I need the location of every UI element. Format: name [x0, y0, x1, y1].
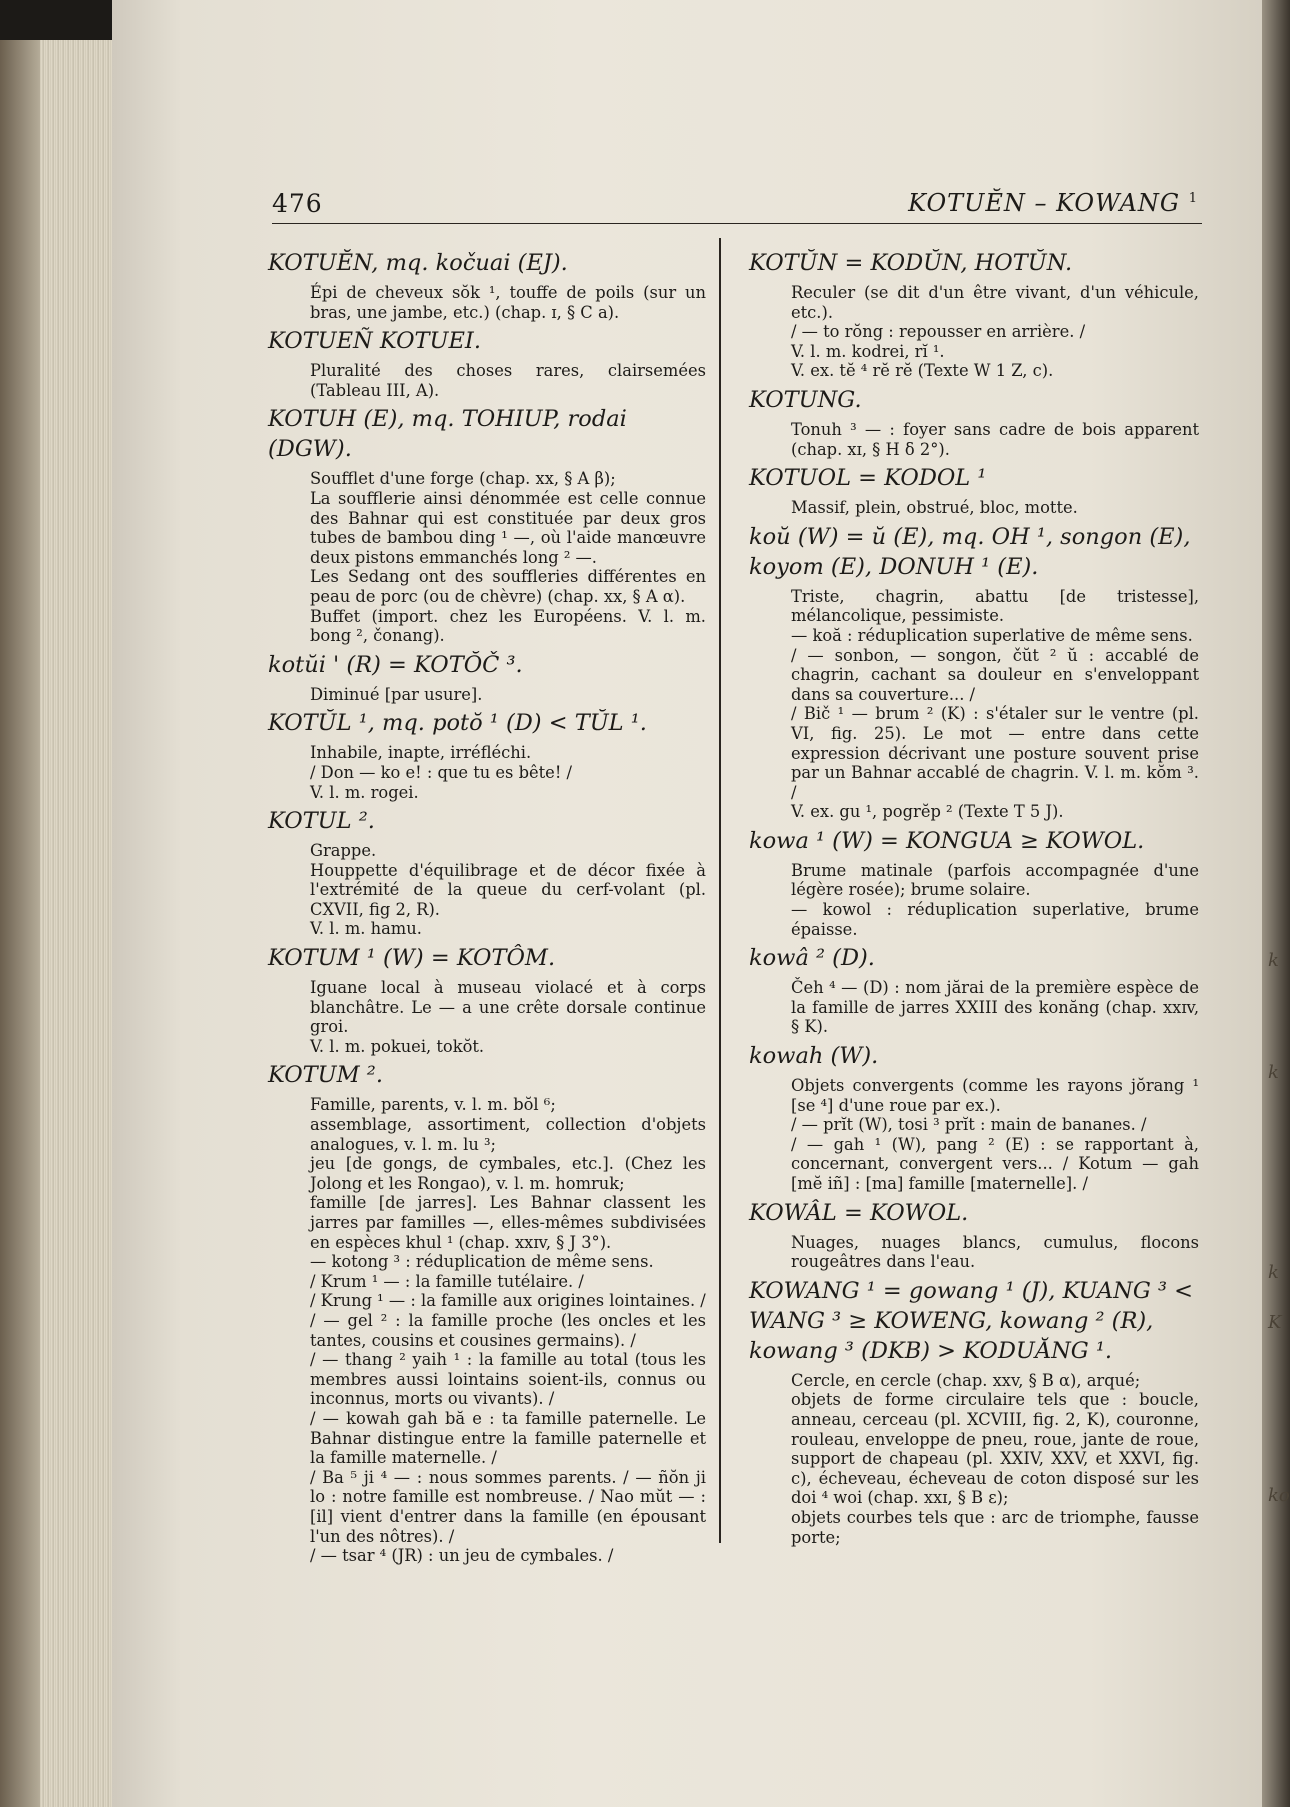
definition-line: / — thang ² yaih ¹ : la famille au total (tous les membres aussi lointains soient-ils, connus ou inconnus, morts ou vivants). /: [310, 1350, 706, 1409]
bleed-letter: k: [1268, 950, 1279, 971]
definition-line: V. ex. tĕ ⁴ rĕ rĕ (Texte W 1 Z, c).: [791, 361, 1054, 381]
entry-definition: [310, 283, 706, 322]
column-rule: [719, 238, 721, 1543]
entry-headword: KOTŬL ¹, mq. potŏ ¹ (D) < TŬL ¹.: [268, 710, 647, 737]
definition-line: Diminué [par usure].: [310, 684, 483, 704]
definition-line: / — prĭt (W), tosi ³ prĭt : main de bananes. /: [791, 1115, 1147, 1135]
bleed-letter: k: [1268, 1062, 1279, 1083]
entry-headword: kotŭi ' (R) = KOTŎČ ³.: [268, 651, 523, 678]
dictionary-entry: [749, 1198, 1199, 1272]
definition-line: V. l. m. hamu.: [310, 919, 422, 939]
entry-headword: KOWÂL = KOWOL.: [749, 1199, 969, 1226]
entry-definition: [310, 1095, 706, 1565]
definition-line: / Don — ko e! : que tu es bête! /: [310, 762, 573, 782]
definition-line: Grappe.: [310, 841, 377, 861]
entry-headword: KOTUNG.: [749, 386, 862, 413]
entry-headword: KOTŬN = KODŬN, HOTŬN.: [749, 250, 1073, 276]
definition-line: / — gah ¹ (W), pang ² (E) : se rapportant à, concernant, convergent vers... / Kotum — gah [mĕ iñ] : [ma] famille [maternelle]. /: [791, 1134, 1199, 1193]
entry-headword: kowa ¹ (W) = KONGUA ≥ KOWOL.: [749, 827, 1145, 854]
entry-headword: koŭ (W) = ŭ (E), mq. OH ¹, songon (E), koyom (E), DONUH ¹ (E).: [749, 523, 1191, 580]
dictionary-entry: [268, 404, 706, 645]
entry-definition: [791, 861, 1199, 939]
definition-line: / Bič ¹ — brum ² (K) : s'étaler sur le ventre (pl. VI, fig. 25). Le mot — entre dans cette expression décrivant une posture souvent prise par un Bahnar accablé de chagrin. V. l. m. kŏm ³. /: [791, 704, 1199, 802]
dictionary-entry: [268, 326, 706, 400]
dictionary-entry: [749, 522, 1199, 822]
running-head-text: KOTUĔN – KOWANG: [908, 189, 1181, 217]
book-gutter: [1262, 0, 1290, 1807]
entry-headword: KOTUOL = KODOL ¹: [749, 465, 987, 492]
definition-line: Triste, chagrin, abattu [de tristesse], mélancolique, pessimiste.: [791, 586, 1199, 626]
entry-headword: KOTUĔN, mq. kočuai (EJ).: [268, 250, 568, 276]
entry-definition: [791, 1076, 1199, 1194]
definition-line: V. l. m. kodrei, rĭ ¹.: [791, 341, 945, 361]
bleed-letter: k: [1268, 1262, 1279, 1283]
entry-definition: [791, 420, 1199, 459]
definition-line: Famille, parents, v. l. m. bŏl ⁶;: [310, 1095, 556, 1115]
page-edges-shadow: [0, 40, 40, 1807]
entry-headword: KOWANG ¹ = gowang ¹ (J), KUANG ³ < WANG ³ ≥ KOWENG, kowang ² (R), kowang ³ (DKB) > KODUĂNG ¹.: [749, 1277, 1193, 1364]
definition-line: Brume matinale (parfois accompagnée d'une légère rosée); brume solaire.: [791, 860, 1199, 900]
definition-line: Massif, plein, obstrué, bloc, motte.: [791, 498, 1078, 518]
dictionary-entry: [749, 826, 1199, 939]
definition-line: / Krum ¹ — : la famille tutélaire. /: [310, 1271, 584, 1291]
entry-definition: [791, 498, 1199, 518]
definition-line: Objets convergents (comme les rayons jŏrang ¹ [se ⁴] d'une roue par ex.).: [791, 1076, 1199, 1115]
definition-line: Reculer (se dit d'un être vivant, d'un véhicule, etc.).: [791, 283, 1199, 322]
definition-line: La soufflerie ainsi dénommée est celle connue des Bahnar qui est constituée par deux gros tubes de bambou ding ¹ —, où l'aide manœuvre deux pistons emmanchés long ² —.: [310, 488, 706, 567]
dictionary-entry: [749, 463, 1199, 518]
entry-definition: [791, 587, 1199, 822]
left-column: [268, 244, 706, 1566]
definition-line: / Ba ⁵ ji ⁴ — : nous sommes parents. / — ñŏn ji lo : notre famille est nombreuse. / Nao mŭt — : [il] vient d'entrer dans la famille (en épousant l'un des nôtres). /: [310, 1467, 706, 1546]
definition-line: — kotong ³ : réduplication de même sens.: [310, 1252, 654, 1272]
page-header: [272, 185, 1202, 224]
definition-line: V. l. m. pokuei, tokŏt.: [310, 1036, 485, 1056]
running-head: [908, 189, 1198, 217]
right-column: [749, 244, 1199, 1547]
definition-line: Pluralité des choses rares, clairsemées (Tableau III, A).: [310, 361, 706, 400]
bleed-letter: K: [1268, 1312, 1282, 1333]
definition-line: / — gel ² : la famille proche (les oncles et les tantes, cousins et cousines germains). /: [310, 1310, 706, 1350]
entry-headword: KOTUEÑ KOTUEI.: [268, 328, 481, 355]
entry-headword: KOTUM ¹ (W) = KOTÔM.: [268, 945, 556, 972]
entry-definition: [791, 978, 1199, 1037]
definition-line: objets de forme circulaire tels que : boucle, anneau, cerceau (pl. XCVIII, fig. 2, K), couronne, rouleau, enveloppe de pneu, roue, jante de roue, support de chapeau (pl. XXIV, XXV, et XXVI, fig. c), écheveau, écheveau de coton disposé sur les doi ⁴ woi (chap. xxɪ, § B ε);: [791, 1390, 1199, 1508]
dictionary-entry: [749, 1041, 1199, 1194]
dictionary-entry: [268, 1060, 706, 1565]
entry-headword: kowâ ² (D).: [749, 945, 875, 972]
definition-line: Soufflet d'une forge (chap. xx, § A β);: [310, 469, 616, 489]
definition-line: objets courbes tels que : arc de triomphe, fausse porte;: [791, 1507, 1199, 1547]
bleed-letter: ko: [1268, 1485, 1290, 1506]
definition-line: V. ex. gu ¹, pogrĕp ² (Texte T 5 J).: [791, 802, 1064, 822]
entry-definition: [791, 1233, 1199, 1272]
entry-headword: KOTUM ².: [268, 1062, 383, 1089]
definition-line: Inhabile, inapte, irréfléchi.: [310, 743, 532, 763]
definition-line: Tonuh ³ — : foyer sans cadre de bois apparent (chap. xɪ, § H δ 2°).: [791, 419, 1199, 459]
definition-line: / Krung ¹ — : la famille aux origines lointaines. /: [310, 1291, 706, 1311]
dictionary-entry: [749, 385, 1199, 459]
entry-definition: [310, 685, 706, 705]
definition-line: Buffet (import. chez les Européens. V. l. m. bong ², čonang).: [310, 606, 706, 646]
entry-definition: [791, 1371, 1199, 1547]
definition-line: Les Sedang ont des souffleries différentes en peau de porc (ou de chèvre) (chap. xx, § A α).: [310, 567, 706, 606]
definition-line: — koă : réduplication superlative de même sens.: [791, 625, 1193, 645]
definition-line: Houppette d'équilibrage et de décor fixée à l'extrémité de la queue du cerf-volant (pl. CXVII, fig 2, R).: [310, 860, 706, 919]
entry-definition: [310, 841, 706, 939]
definition-line: Iguane local à museau violacé et à corps blanchâtre. Le — a une crête dorsale continue groi.: [310, 978, 706, 1037]
entry-definition: [310, 743, 706, 802]
definition-line: / — sonbon, — songon, čŭt ² ŭ : accablé de chagrin, cachant sa douleur en s'enveloppant dans sa couverture... /: [791, 645, 1199, 704]
dictionary-entry: [268, 650, 706, 705]
definition-line: Nuages, nuages blancs, cumulus, flocons rougeâtres dans l'eau.: [791, 1232, 1199, 1272]
definition-line: famille [de jarres]. Les Bahnar classent les jarres par familles —, elles-mêmes subdivisées en espèces khul ¹ (chap. xxɪv, § J 3°).: [310, 1193, 706, 1252]
definition-line: / — kowah gah bă e : ta famille paternelle. Le Bahnar distingue entre la famille paternelle et la famille maternelle. /: [310, 1408, 706, 1468]
entry-headword: kowah (W).: [749, 1043, 879, 1070]
definition-line: V. l. m. rogei.: [310, 782, 419, 802]
definition-line: Čeh ⁴ — (D) : nom jărai de la première espèce de la famille de jarres XXIII des konăng (chap. xxɪv, § K).: [791, 978, 1199, 1037]
entry-definition: [310, 978, 706, 1056]
entry-headword: KOTUH (E), mq. TOHIUP, rodai (DGW).: [268, 406, 627, 463]
definition-line: assemblage, assortiment, collection d'objets analogues, v. l. m. lu ³;: [310, 1115, 706, 1154]
dictionary-entry: [749, 248, 1199, 381]
definition-line: / — to rŏng : repousser en arrière. /: [791, 322, 1086, 342]
definition-line: jeu [de gongs, de cymbales, etc.]. (Chez les Jolong et les Rongao), v. l. m. homruk;: [310, 1154, 706, 1193]
dictionary-entry: [749, 943, 1199, 1037]
entry-definition: [310, 469, 706, 645]
entry-headword: KOTUL ².: [268, 808, 375, 835]
dictionary-entry: [268, 806, 706, 939]
definition-line: Cercle, en cercle (chap. xxv, § B α), arqué;: [791, 1370, 1141, 1390]
dictionary-entry: [268, 943, 706, 1056]
page-number: 476: [272, 189, 323, 218]
definition-line: — kowol : réduplication superlative, brume épaisse.: [791, 900, 1199, 939]
definition-line: / — tsar ⁴ (JR) : un jeu de cymbales. /: [310, 1546, 614, 1566]
dictionary-entry: [749, 1276, 1199, 1547]
dictionary-entry: [268, 248, 706, 322]
entry-definition: [310, 361, 706, 400]
entry-definition: [791, 283, 1199, 381]
definition-line: Épi de cheveux sŏk ¹, touffe de poils (sur un bras, une jambe, etc.) (chap. ɪ, § C a).: [310, 283, 706, 322]
dictionary-entry: [268, 708, 706, 802]
running-head-sup: 1: [1188, 191, 1198, 206]
